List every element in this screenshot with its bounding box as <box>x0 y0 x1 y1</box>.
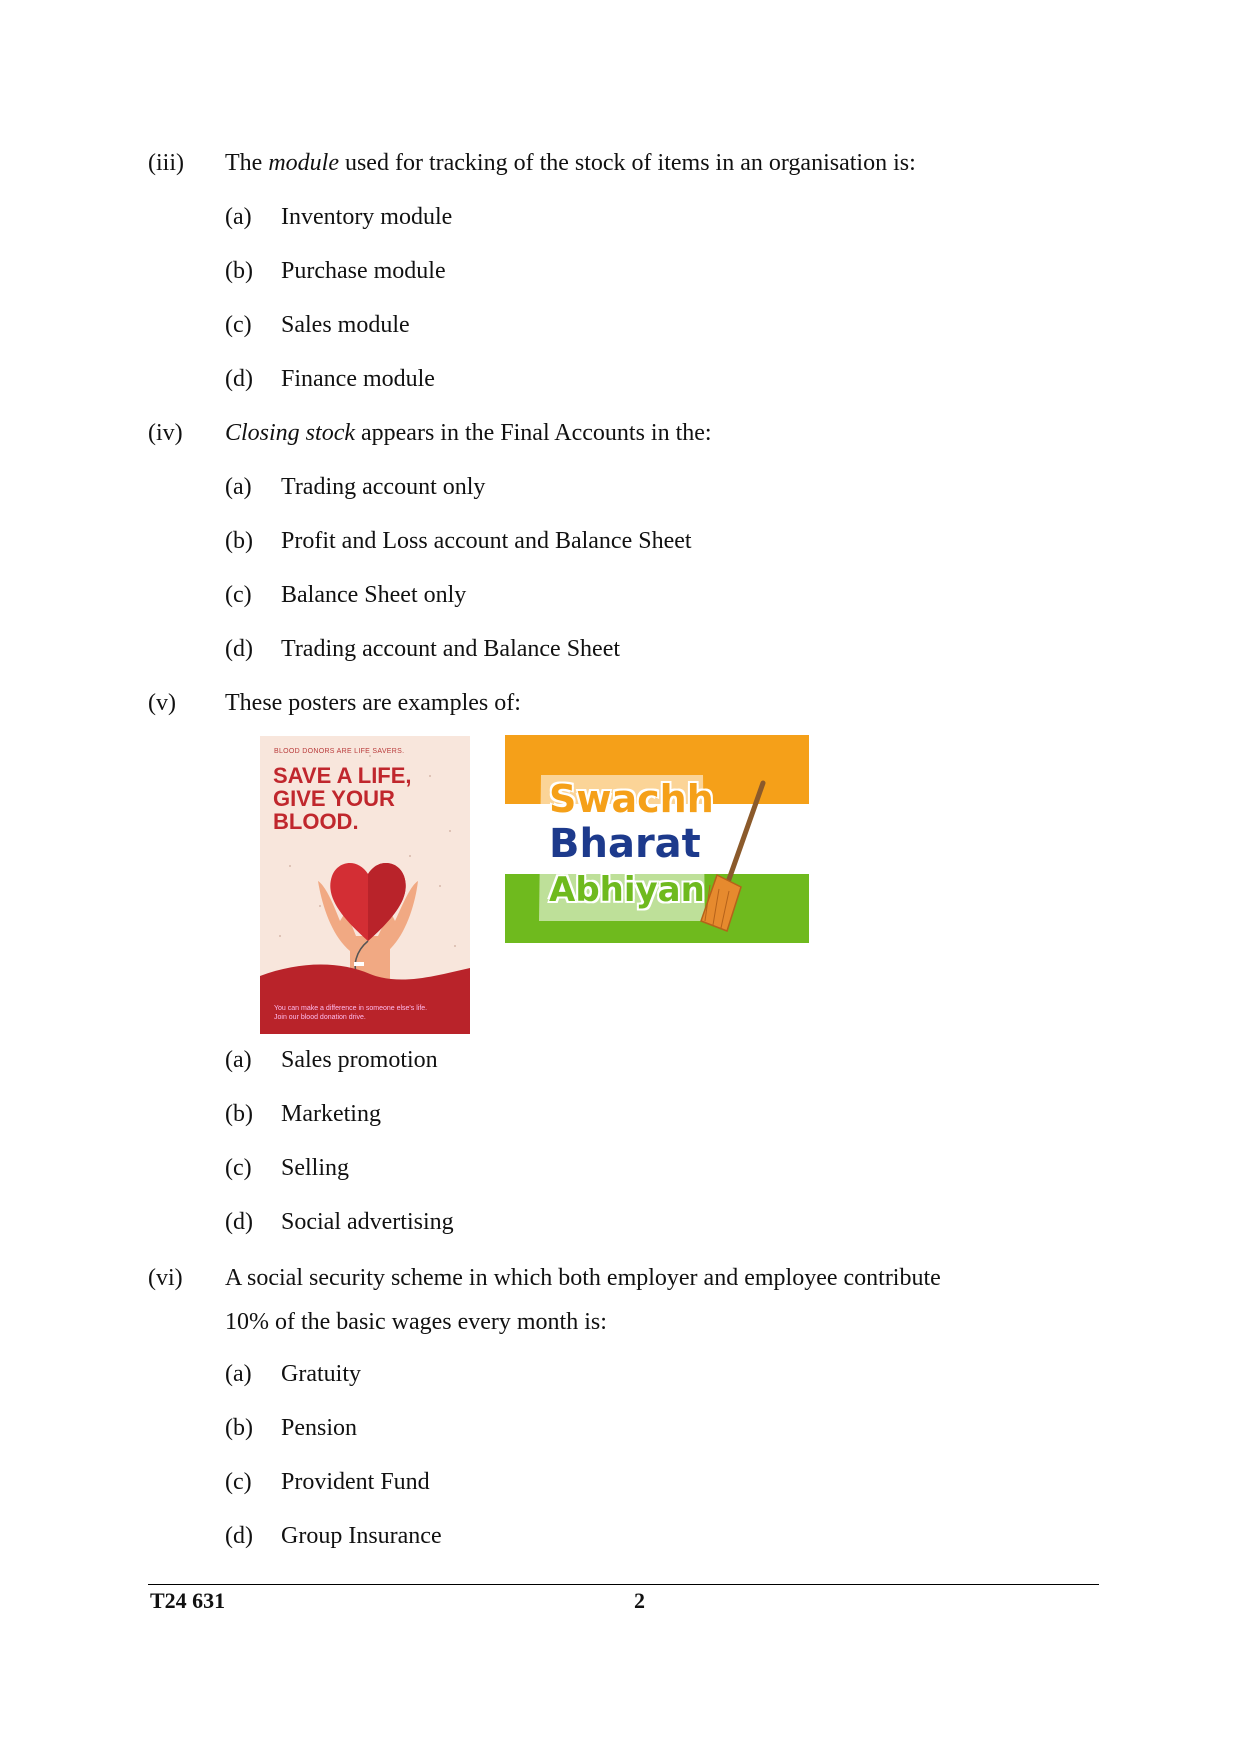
heart-hands-illustration <box>260 736 470 1034</box>
option-letter: (a) <box>225 1047 252 1073</box>
question-text: The module used for tracking of the stock of items in an organisation is: <box>225 150 916 176</box>
question-number: (iii) <box>148 150 184 176</box>
option-text: Trading account and Balance Sheet <box>281 636 621 662</box>
option-letter: (b) <box>225 1101 253 1127</box>
option-letter: (b) <box>225 258 253 284</box>
option-text: Pension <box>281 1415 358 1441</box>
swachh-word: Swachh <box>549 777 714 821</box>
question-text-line-2: 10% of the basic wages every month is: <box>225 1309 607 1335</box>
option-text: Selling <box>281 1155 350 1181</box>
abhiyan-word: Abhiyan <box>549 870 705 910</box>
option-text: Inventory module <box>281 204 453 230</box>
question-number: (vi) <box>148 1265 183 1291</box>
option-letter: (d) <box>225 636 253 662</box>
option-text: Sales module <box>281 312 410 338</box>
question-text-line-1: A social security scheme in which both employer and employee contribute <box>225 1265 941 1291</box>
question-text: These posters are examples of: <box>225 690 521 716</box>
option-text: Group Insurance <box>281 1523 442 1549</box>
option-text: Profit and Loss account and Balance Sheet <box>281 528 692 554</box>
option-text: Trading account only <box>281 474 486 500</box>
option-letter: (d) <box>225 1523 253 1549</box>
page-number: 2 <box>634 1588 645 1613</box>
option-letter: (d) <box>225 366 253 392</box>
option-letter: (c) <box>225 1469 252 1495</box>
option-letter: (a) <box>225 1361 252 1387</box>
option-text: Social advertising <box>281 1209 454 1235</box>
option-letter: (c) <box>225 582 252 608</box>
option-text: Finance module <box>281 366 435 392</box>
option-text: Provident Fund <box>281 1469 430 1495</box>
question-number: (v) <box>148 690 176 716</box>
swachh-bharat-poster <box>505 735 809 943</box>
option-text: Balance Sheet only <box>281 582 467 608</box>
paper-code: T24 631 <box>150 1588 226 1613</box>
bharat-word: Bharat <box>549 821 701 867</box>
poster-tagline: BLOOD DONORS ARE LIFE SAVERS. <box>274 748 405 755</box>
option-letter: (a) <box>225 474 252 500</box>
option-letter: (c) <box>225 1155 252 1181</box>
option-text: Marketing <box>281 1101 381 1127</box>
footer-divider <box>148 1584 1099 1585</box>
question-text: Closing stock appears in the Final Accounts in the: <box>225 420 712 446</box>
option-letter: (b) <box>225 528 253 554</box>
poster-footer-text: You can make a difference in someone else's life. Join our blood donation drive. <box>274 1005 428 1021</box>
option-letter: (c) <box>225 312 252 338</box>
blood-donation-poster <box>260 736 470 1034</box>
option-text: Purchase module <box>281 258 446 284</box>
question-number: (iv) <box>148 420 183 446</box>
option-letter: (b) <box>225 1415 253 1441</box>
option-letter: (a) <box>225 204 252 230</box>
option-text: Gratuity <box>281 1361 361 1387</box>
option-letter: (d) <box>225 1209 253 1235</box>
poster-headline: SAVE A LIFE, GIVE YOUR BLOOD. <box>273 763 412 834</box>
option-text: Sales promotion <box>281 1047 438 1073</box>
